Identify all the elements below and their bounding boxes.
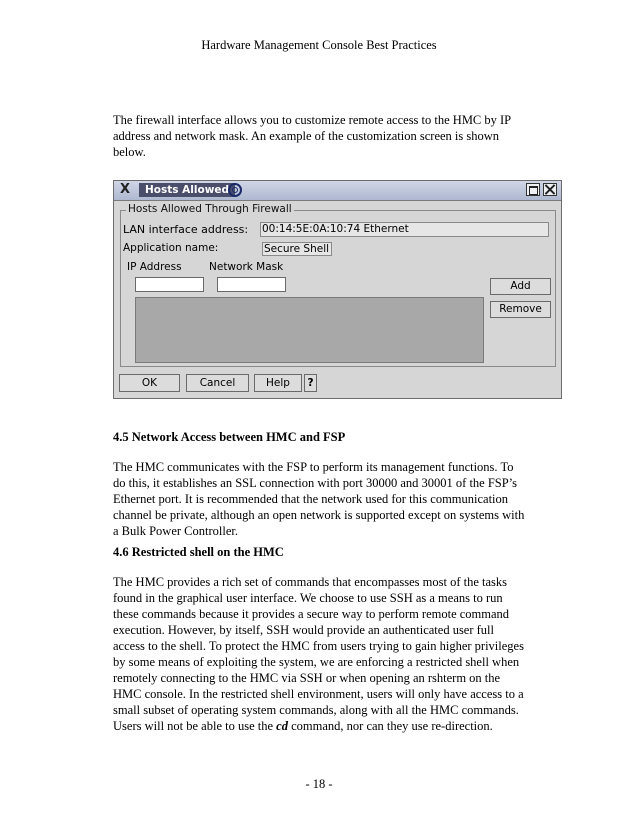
cancel-button[interactable]: Cancel (186, 374, 249, 392)
dialog-title: Hosts Allowed (139, 183, 235, 197)
page-header: Hardware Management Console Best Practices (201, 38, 437, 52)
lan-interface-label: LAN interface address: (123, 223, 249, 236)
application-name-label: Application name: (123, 242, 219, 254)
allowed-hosts-list[interactable] (135, 297, 484, 363)
paragraph-line: found in the graphical user interface. We choose to use SSH as a means to run (113, 591, 503, 605)
section-4-5-paragraph (113, 459, 528, 539)
page-number: - 18 - (305, 777, 333, 791)
paragraph-line: these commands because it provides a secure way to perform remote command (113, 607, 510, 621)
hosts-allowed-dialog (113, 180, 562, 399)
paragraph-line: small subset of operating system commands, along with all the HMC commands. (113, 703, 519, 717)
intro-paragraph (113, 112, 528, 160)
close-icon[interactable] (543, 183, 557, 196)
paragraph-line: by some means of exploiting the system, we are enforcing a restricted shell when (113, 655, 520, 669)
paragraph-line: The HMC provides a rich set of commands that encompasses most of the tasks (113, 575, 508, 589)
paragraph-line: Ethernet port. It is recommended that the network used for this communication (113, 492, 509, 506)
section-4-6-paragraph (113, 574, 528, 734)
swirl-icon (228, 183, 242, 197)
paragraph-line: The HMC communicates with the FSP to perform its management functions. To (113, 460, 514, 474)
x-logo-icon: X (120, 182, 131, 197)
paragraph-line: remotely connecting to the HMC via SSH or when opening an rshterm on the (113, 671, 501, 685)
paragraph-line: channel be private, although an open network is supported except on systems with (113, 508, 525, 522)
paragraph-line: do this, it establishes an SSL connection with port 30000 and 30001 of the FSP’s (113, 476, 518, 490)
question-icon[interactable]: ? (304, 374, 317, 392)
network-mask-label: Network Mask (209, 261, 284, 273)
cd-command: cd (276, 719, 288, 733)
paragraph-line (113, 718, 528, 734)
paragraph-line: access to the shell. To protect the HMC from users trying to gain higher privileges (113, 639, 524, 653)
add-button[interactable]: Add (490, 278, 551, 295)
dialog-titlebar (114, 181, 561, 201)
line-text: command, nor can they use re-direction. (287, 719, 493, 733)
paragraph-line: HMC console. In the restricted shell environment, users will only have access to a (113, 687, 524, 701)
remove-button[interactable]: Remove (490, 301, 551, 318)
maximize-icon[interactable] (526, 183, 540, 196)
lan-interface-field[interactable]: 00:14:5E:0A:10:74 Ethernet (260, 222, 549, 237)
section-4-5-heading: 4.5 Network Access between HMC and FSP (113, 430, 346, 444)
intro-line: The firewall interface allows you to customize remote access to the HMC by IP (113, 113, 512, 127)
groupbox-title: Hosts Allowed Through Firewall (128, 203, 292, 215)
paragraph-line: execution. However, by itself, SSH would provide an authenticated user full (113, 623, 494, 637)
ip-address-input[interactable] (135, 277, 204, 292)
ok-button[interactable]: OK (119, 374, 180, 392)
help-button[interactable]: Help (254, 374, 302, 392)
section-4-6-heading: 4.6 Restricted shell on the HMC (113, 545, 284, 559)
intro-line: below. (113, 145, 146, 159)
line-text: Users will not be able to use the (113, 719, 277, 733)
ip-address-label: IP Address (127, 261, 182, 273)
application-name-field[interactable]: Secure Shell (262, 242, 332, 256)
paragraph-line: a Bulk Power Controller. (113, 524, 238, 538)
intro-line: address and network mask. An example of the customization screen is shown (113, 129, 500, 143)
network-mask-input[interactable] (217, 277, 286, 292)
